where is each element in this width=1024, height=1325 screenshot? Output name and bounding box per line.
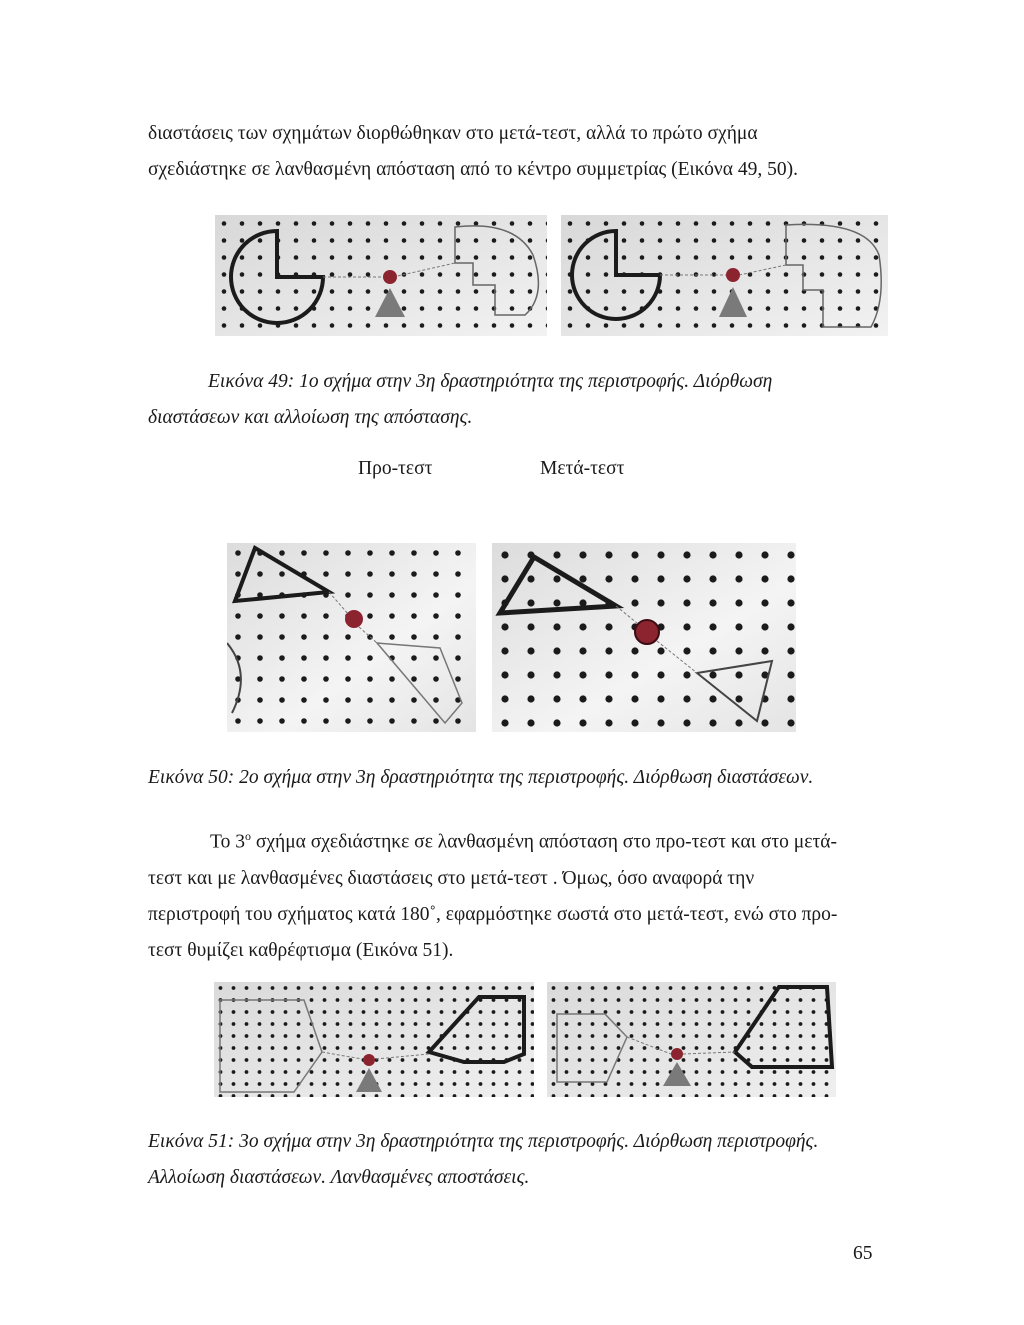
figure-49-post-test-photo: [561, 215, 888, 336]
paragraph-line: τεστ και με λανθασμένες διαστάσεις στο μετά-τεστ . Όμως, όσο αναφορά την: [148, 867, 755, 889]
paragraph-text: σχήμα σχεδιάστηκε σε λανθασμένη απόσταση στο προ-τεστ και στο μετά-: [250, 831, 838, 853]
figure-50-post-test-photo: [492, 543, 796, 732]
paragraph-line: [148, 818, 878, 861]
paragraph-line: τεστ θυμίζει καθρέφτισμα (Εικόνα 51).: [148, 939, 454, 961]
figure-51-pre-test-photo: [214, 982, 534, 1097]
figure-50-caption: Εικόνα 50: 2ο σχήμα στην 3η δραστηριότητα της περιστροφής. Διόρθωση διαστάσεων.: [148, 767, 814, 788]
figure-50-pre-test-photo: [227, 543, 476, 732]
paragraph-text: Το 3: [210, 831, 245, 853]
figure-51-post-test-photo: [547, 982, 836, 1097]
paragraph-line: περιστροφή του σχήματος κατά 180˚, εφαρμόστηκε σωστά στο μετά-τεστ, ενώ στο προ-: [148, 903, 838, 925]
post-test-label: Μετά-τεστ: [540, 458, 625, 479]
caption-line: Εικόνα 51: 3ο σχήμα στην 3η δραστηριότητα της περιστροφής. Διόρθωση περιστροφής.: [148, 1131, 819, 1152]
ordinal-superscript: ο: [244, 829, 251, 843]
paragraph-top: [148, 116, 878, 188]
figure-51-caption: [148, 1124, 878, 1196]
paragraph-line: σχεδιάστηκε σε λανθασμένη απόσταση από το κέντρο συμμετρίας (Εικόνα 49, 50).: [148, 159, 798, 180]
page-number: 65: [853, 1243, 873, 1264]
caption-line: Αλλοίωση διαστάσεων. Λανθασμένες αποστάσεις.: [148, 1167, 530, 1188]
caption-line: Εικόνα 49: 1ο σχήμα στην 3η δραστηριότητα της περιστροφής. Διόρθωση: [208, 371, 773, 392]
caption-line: διαστάσεων και αλλοίωση της απόστασης.: [148, 407, 473, 428]
pre-test-label: Προ-τεστ: [358, 458, 433, 479]
figure-49-pre-test-photo: [215, 215, 547, 336]
paragraph-mid: [148, 818, 878, 969]
figure-49-caption: [148, 364, 878, 436]
paragraph-line: διαστάσεις των σχημάτων διορθώθηκαν στο μετά-τεστ, αλλά το πρώτο σχήμα: [148, 123, 758, 144]
